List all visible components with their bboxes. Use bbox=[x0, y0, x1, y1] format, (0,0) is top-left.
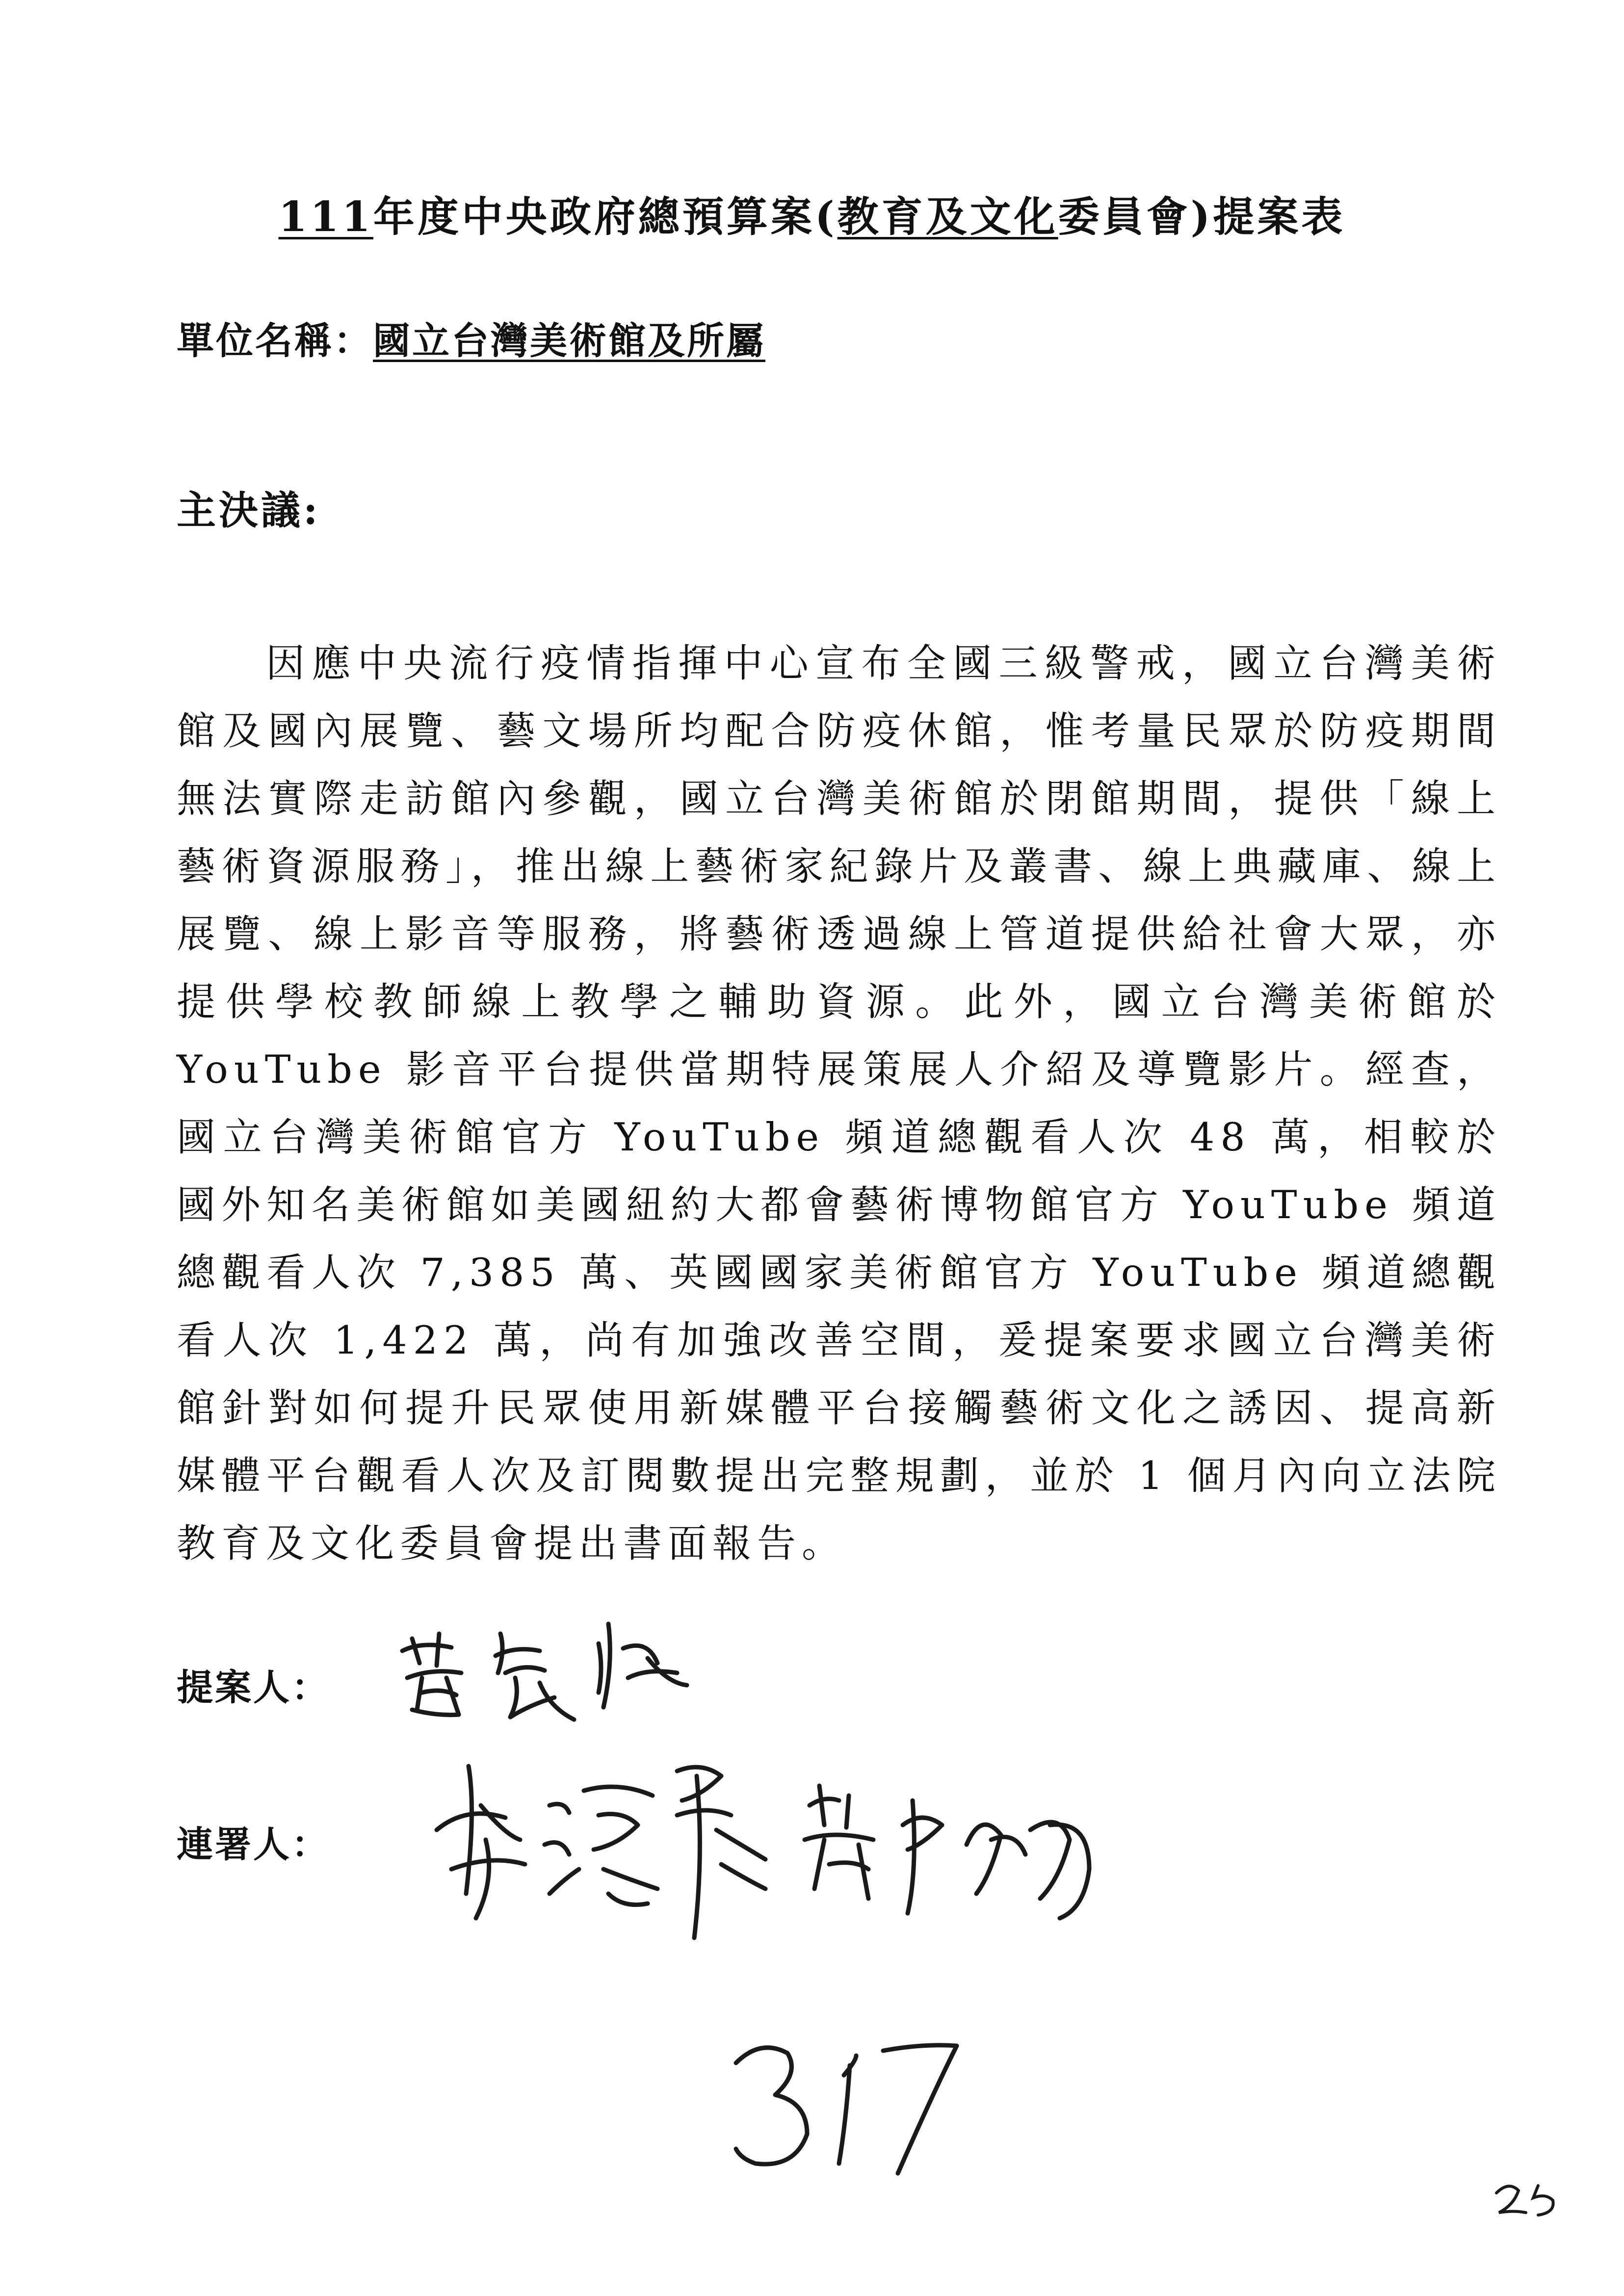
unit-name: 國立台灣美術館及所屬 bbox=[373, 319, 765, 363]
page-title bbox=[0, 187, 1624, 246]
motion-body: 因應中央流行疫情指揮中心宣布全國三級警戒，國立台灣美術館及國內展覽、藝文場所均配合防疫休館，惟考量民眾於防疫期間無法實際走訪館內參觀，國立台灣美術館於閉館期間，提供「線上藝術資源服務」，推出線上藝術家紀錄片及叢書、線上典藏庫、線上展覽、線上影音等服務，將藝術透過線上管道提供給社會大眾，亦提供學校教師線上教學之輔助資源。此外，國立台灣美術館於 YouTube 影音平台提供當期特展策展人介紹及導覽影片。經查，國立台灣美術館官方 YouTube 頻道總觀看人次 48 萬，相較於國外知名美術館如美國紐約大都會藝術博物館官方 YouTube 頻道總觀看人次 7,385 萬、英國國家美術館官方 YouTube 頻道總觀看人次 1,422 萬，尚有加強改善空間，爰提案要求國立台灣美術館針對如何提升民眾使用新媒體平台接觸藝術文化之誘因、提高新媒體平台觀看人次及訂閱數提出完整規劃，並於 1 個月內向立法院教育及文化委員會提出書面報告。 bbox=[177, 641, 1520, 1566]
cosigner-signature-1 bbox=[422, 1732, 775, 1957]
title-middle: 年度中央政府總預算案( bbox=[373, 192, 838, 241]
cosigner-label: 連署人： bbox=[177, 1824, 330, 1866]
proposer-label: 提案人： bbox=[177, 1667, 330, 1709]
unit-row bbox=[177, 314, 765, 368]
motion-label: 主決議: bbox=[177, 487, 321, 533]
title-year: 111 bbox=[278, 192, 373, 241]
title-committee: 教育及文化 bbox=[837, 192, 1058, 241]
title-end: 委員會)提案表 bbox=[1058, 192, 1346, 241]
corner-page-mark-25 bbox=[1492, 2178, 1565, 2222]
cosigner-signature-2 bbox=[795, 1771, 1099, 1928]
proposer-signature bbox=[393, 1604, 697, 1732]
handwritten-number-317 bbox=[721, 2016, 976, 2183]
unit-label: 單位名稱： bbox=[177, 319, 373, 363]
